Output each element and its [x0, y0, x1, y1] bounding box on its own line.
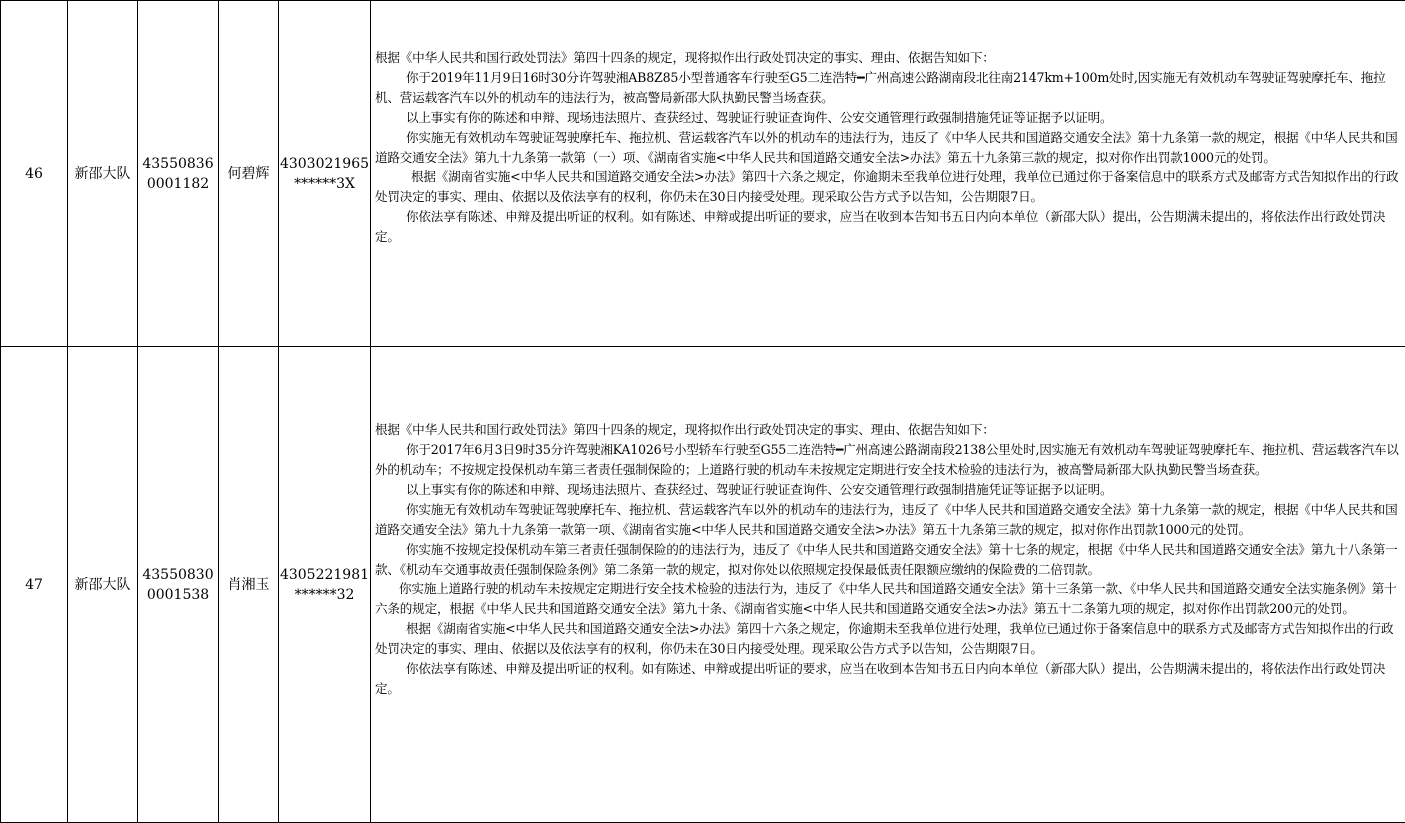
name-cell: 何碧辉	[219, 1, 279, 347]
notice-paragraph: 你于2019年11月9日16时30分许驾驶湘AB8Z85小型普通客车行驶至G5二连浩特━广州高速公路湖南段北往南2147km+100m处时,因实施无有效机动车驾驶证驾驶摩托车、拖拉机、营运载客汽车以外的机动车的违法行为，被高警局新邵大队执勤民警当场查获。	[375, 68, 1399, 108]
notice-paragraph: 根据《中华人民共和国行政处罚法》第四十四条的规定，现将拟作出行政处罚决定的事实、理由、依据告知如下：	[375, 48, 1399, 68]
unit-cell: 新邵大队	[68, 347, 138, 823]
notice-paragraph: 根据《湖南省实施<中华人民共和国道路交通安全法>办法》第四十六条之规定，你逾期未至我单位进行处理，我单位已通过你于备案信息中的联系方式及邮寄方式告知拟作出的行政处罚决定的事实、理由、依据以及依法享有的权利，你仍未在30日内接受处理。现采取公告方式予以告知，公告期限7日。	[375, 619, 1399, 659]
table-row	[1, 1, 1405, 347]
notice-paragraph: 你依法享有陈述、申辩及提出听证的权利。如有陈述、申辩或提出听证的要求，应当在收到本告知书五日内向本单位（新邵大队）提出，公告期满未提出的，将依法作出行政处罚决定。	[375, 659, 1399, 699]
notice-content	[371, 1, 1405, 347]
notice-content	[371, 347, 1405, 823]
notice-paragraph: 你于2017年6月3日9时35分许驾驶湘KA1026号小型轿车行驶至G55二连浩特━广州高速公路湖南段2138公里处时,因实施无有效机动车驾驶证驾驶摩托车、拖拉机、营运载客汽车以外的机动车；不按规定投保机动车第三者责任强制保险的；上道路行驶的机动车未按规定定期进行安全技术检验的违法行为，被高警局新邵大队执勤民警当场查获。	[375, 440, 1399, 480]
notice-paragraph: 你实施无有效机动车驾驶证驾驶摩托车、拖拉机、营运载客汽车以外的机动车的违法行为，违反了《中华人民共和国道路交通安全法》第十九条第一款的规定，根据《中华人民共和国道路交通安全法》第九十九条第一款第一项、《湖南省实施<中华人民共和国道路交通安全法>办法》第五十九条第三款的规定，拟对你作出罚款1000元的处罚。	[375, 500, 1399, 540]
notice-paragraph: 以上事实有你的陈述和申辩、现场违法照片、查获经过、驾驶证行驶证查询件、公安交通管理行政强制措施凭证等证据予以证明。	[375, 480, 1399, 500]
notice-paragraph: 你实施不按规定投保机动车第三者责任强制保险的的违法行为，违反了《中华人民共和国道路交通安全法》第十七条的规定，根据《中华人民共和国道路交通安全法》第九十八条第一款、《机动车交通事故责任强制保险条例》第二条第一款的规定，拟对你处以依照规定投保最低责任限额应缴纳的保险费的二倍罚款。	[375, 540, 1399, 580]
unit-cell: 新邵大队	[68, 1, 138, 347]
id-number-line: ******32	[279, 585, 370, 605]
document-number-line: 43550836	[138, 154, 218, 174]
id-number-line: 4303021965	[279, 154, 370, 174]
id-number-line: ******3X	[279, 174, 370, 194]
row-number: 46	[1, 1, 68, 347]
name-cell: 肖湘玉	[219, 347, 279, 823]
id-number	[279, 347, 371, 823]
notice-paragraph: 根据《中华人民共和国行政处罚法》第四十四条的规定，现将拟作出行政处罚决定的事实、理由、依据告知如下：	[375, 420, 1399, 440]
notice-paragraph: 你实施无有效机动车驾驶证驾驶摩托车、拖拉机、营运载客汽车以外的机动车的违法行为，违反了《中华人民共和国道路交通安全法》第十九条第一款的规定，根据《中华人民共和国道路交通安全法》第九十九条第一款第（一）项、《湖南省实施<中华人民共和国道路交通安全法>办法》第五十九条第三款的规定，拟对你作出罚款1000元的处罚。	[375, 128, 1399, 168]
document-number-line: 0001538	[138, 585, 218, 605]
id-number	[279, 1, 371, 347]
row-number: 47	[1, 347, 68, 823]
notice-paragraph: 你依法享有陈述、申辩及提出听证的权利。如有陈述、申辩或提出听证的要求，应当在收到本告知书五日内向本单位（新邵大队）提出，公告期满未提出的，将依法作出行政处罚决定。	[375, 207, 1399, 247]
table-row	[1, 347, 1405, 823]
notice-paragraph: 你实施上道路行驶的机动车未按规定定期进行安全技术检验的违法行为，违反了《中华人民共和国道路交通安全法》第十三条第一款、《中华人民共和国道路交通安全法实施条例》第十六条的规定，根据《中华人民共和国道路交通安全法》第九十条、《湖南省实施<中华人民共和国道路交通安全法>办法》第五十二条第九项的规定，拟对你作出罚款200元的处罚。	[375, 579, 1399, 619]
notice-paragraph: 以上事实有你的陈述和申辩、现场违法照片、查获经过、驾驶证行驶证查询件、公安交通管理行政强制措施凭证等证据予以证明。	[375, 108, 1399, 128]
id-number-line: 4305221981	[279, 565, 370, 585]
document-number	[138, 1, 219, 347]
document-number-line: 0001182	[138, 174, 218, 194]
document-number-line: 43550830	[138, 565, 218, 585]
notice-paragraph: 根据《湖南省实施<中华人民共和国道路交通安全法>办法》第四十六条之规定，你逾期未至我单位进行处理，我单位已通过你于备案信息中的联系方式及邮寄方式告知拟作出的行政处罚决定的事实、理由、依据以及依法享有的权利，你仍未在30日内接受处理。现采取公告方式予以告知，公告期限7日。	[375, 167, 1399, 207]
document-number	[138, 347, 219, 823]
